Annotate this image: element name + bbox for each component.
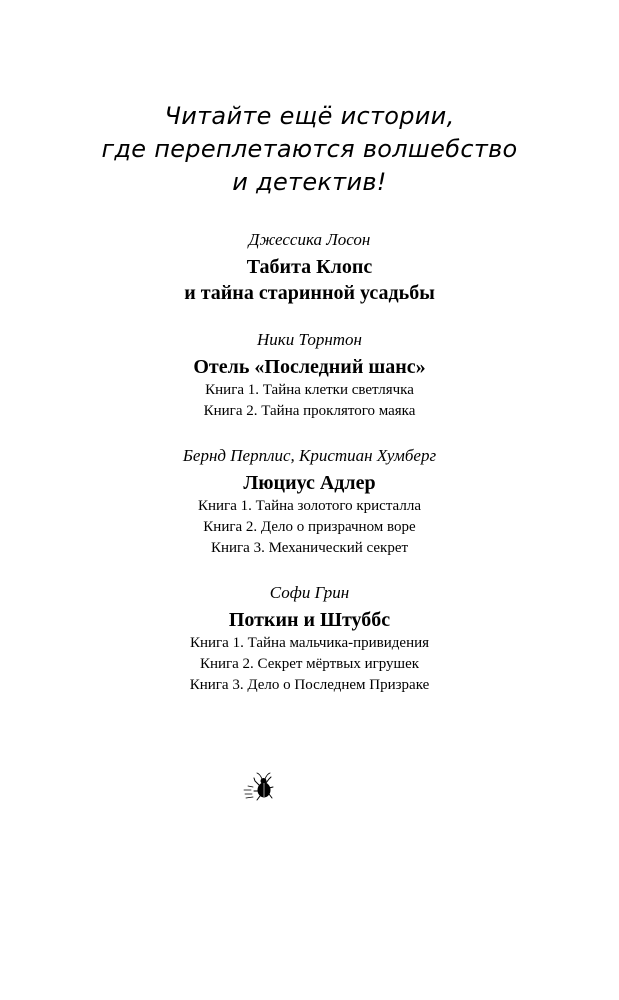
series-title-line: и тайна старинной усадьбы — [184, 282, 435, 304]
heading-line: где переплетаются волшебство — [101, 135, 518, 163]
series-title: Люциус Адлер — [243, 472, 376, 494]
series-author: Софи Грин — [269, 583, 350, 602]
series-entry — [0, 328, 619, 422]
series-author: Джессика Лосон — [248, 230, 371, 249]
book-volume: Книга 1. Тайна мальчика-привидения — [189, 635, 430, 651]
heading-line: и детектив! — [232, 168, 387, 196]
book-volume: Книга 1. Тайна золотого кристалла — [198, 498, 421, 514]
book-volume: Книга 3. Дело о Последнем Призраке — [189, 677, 430, 693]
series-title: Отель «Последний шанс» — [193, 356, 426, 378]
book-list — [0, 228, 619, 718]
page-heading — [0, 100, 619, 199]
series-entry — [0, 444, 619, 559]
book-volume: Книга 2. Дело о призрачном воре — [203, 519, 416, 535]
book-volume: Книга 2. Тайна проклятого маяка — [203, 403, 416, 419]
series-author: Ники Торнтон — [257, 330, 362, 349]
series-title-line: Табита Клопс — [246, 256, 373, 278]
series-entry — [0, 228, 619, 306]
series-title — [0, 254, 619, 306]
series-title: Поткин и Штуббс — [228, 609, 391, 631]
book-volume: Книга 3. Механический секрет — [210, 540, 409, 556]
beetle-icon — [242, 770, 282, 806]
series-author: Бернд Перплис, Кристиан Хумберг — [182, 446, 437, 465]
heading-line: Читайте ещё истории, — [164, 102, 455, 130]
series-entry — [0, 581, 619, 696]
book-volume: Книга 1. Тайна клетки светлячка — [205, 382, 414, 398]
book-volume: Книга 2. Секрет мёртвых игрушек — [199, 656, 420, 672]
